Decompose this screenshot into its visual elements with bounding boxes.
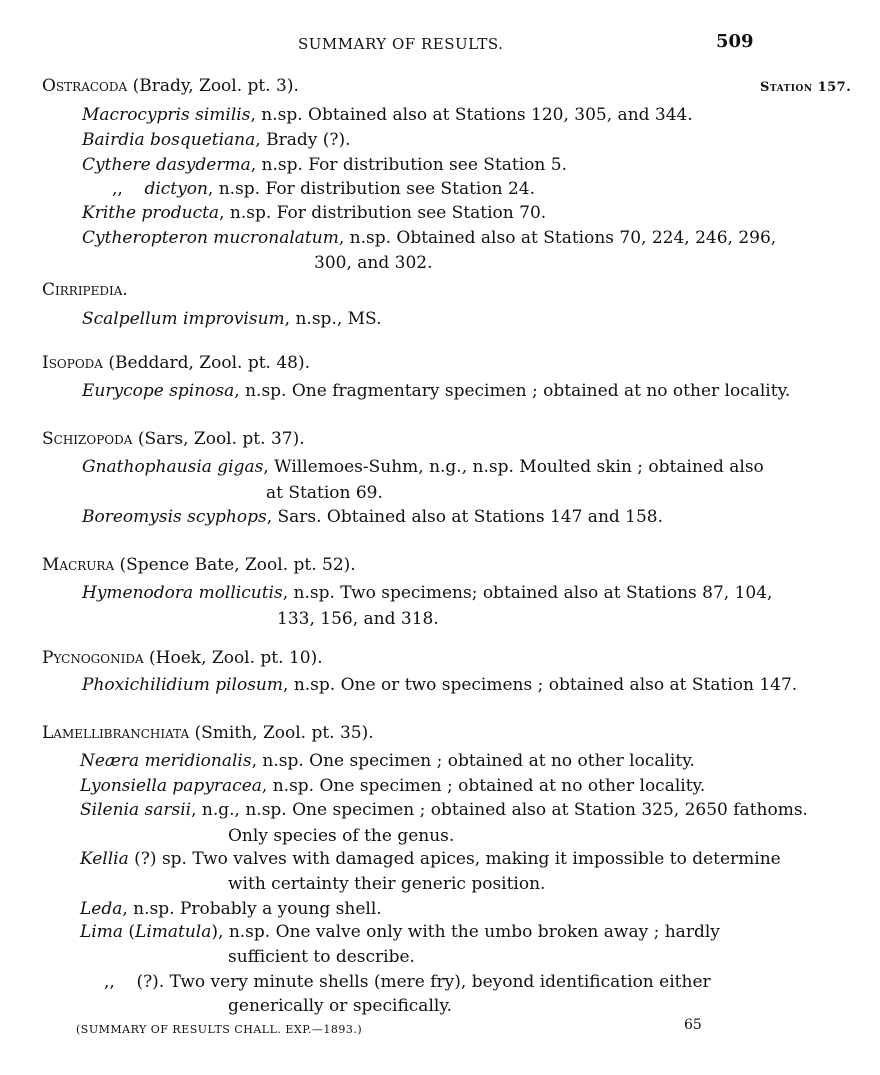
species-entry [82, 309, 382, 329]
group-reference: (Hoek, Zool. pt. 10). [149, 648, 323, 668]
running-title: SUMMARY OF RESULTS. [298, 35, 504, 53]
entry-note: , n.sp. For distribution see Station 70. [219, 203, 547, 223]
species-entry [80, 922, 720, 942]
group-heading-isopoda [42, 353, 310, 373]
species-name: Boreomysis scyphops [82, 507, 267, 527]
species-entry [80, 751, 695, 771]
group-reference: (Brady, Zool. pt. 3). [132, 76, 299, 96]
species-entry [82, 203, 546, 223]
species-name: Macrocypris similis [82, 105, 251, 125]
species-name: Phoxichilidium pilosum [82, 675, 284, 695]
species-name: Leda [80, 899, 123, 919]
entry-continuation: generically or specifically. [228, 996, 453, 1016]
species-name: Silenia sarsii [80, 800, 192, 820]
entry-note-paren: ( [122, 922, 136, 942]
species-name: Lyonsiella papyracea [80, 776, 262, 796]
group-reference: (Smith, Zool. pt. 35). [194, 723, 374, 743]
group-reference: (Beddard, Zool. pt. 48). [108, 353, 311, 373]
entry-continuation: 300, and 302. [314, 253, 433, 273]
species-name: Cythere dasyderma [82, 155, 251, 175]
signature-number: 65 [684, 1017, 702, 1033]
entry-note: , n.sp. One or two specimens ; obtained also at Station 147. [283, 675, 798, 695]
entry-note: , n.sp. For distribution see Station 24. [207, 179, 535, 199]
entry-note: , n.sp. One specimen ; obtained at no other locality. [261, 776, 706, 796]
species-entry [80, 776, 705, 796]
group-heading-pycnogonida [42, 648, 323, 668]
species-entry [82, 105, 693, 125]
page-number: 509 [716, 31, 754, 52]
entry-note: , Brady (?). [255, 130, 351, 150]
entry-note: , n.sp. One fragmentary specimen ; obtained at no other locality. [234, 381, 791, 401]
species-name: dictyon [144, 179, 208, 199]
species-name: Neæra meridionalis [80, 751, 252, 771]
group-reference: (Spence Bate, Zool. pt. 52). [119, 555, 356, 575]
entry-continuation: with certainty their generic position. [228, 874, 546, 894]
entry-note: ), n.sp. One valve only with the umbo broken away ; hardly [211, 922, 720, 942]
species-entry [80, 849, 781, 869]
entry-note: , n.sp., MS. [284, 309, 382, 329]
species-name: Bairdia bosquetiana [82, 130, 256, 150]
entry-continuation: Only species of the genus. [228, 826, 455, 846]
species-entry [82, 228, 776, 248]
ditto-mark: ,, [104, 972, 115, 992]
group-name: Ostracoda [42, 76, 128, 96]
species-entry [82, 381, 790, 401]
species-name: Gnathophausia gigas [82, 457, 264, 477]
entry-note: , n.sp. Obtained also at Stations 70, 224, 246, 296, [338, 228, 777, 248]
species-entry [82, 675, 797, 695]
species-name: Eurycope spinosa [82, 381, 235, 401]
entry-note: , n.sp. Probably a young shell. [122, 899, 382, 919]
entry-note: , n.g., n.sp. One specimen ; obtained also at Station 325, 2650 fathoms. [191, 800, 808, 820]
entry-note: (?) sp. Two valves with damaged apices, making it impossible to determine [128, 849, 781, 869]
station-label: Station 157. [760, 80, 852, 95]
species-entry [82, 507, 663, 527]
group-heading-macrura [42, 555, 356, 575]
species-name: Scalpellum improvisum [82, 309, 285, 329]
entry-continuation: 133, 156, and 318. [277, 609, 439, 629]
species-entry [112, 179, 535, 199]
species-name: Lima [80, 922, 123, 942]
species-entry [80, 899, 382, 919]
ditto-mark: ,, [112, 179, 123, 199]
species-name: Kellia [80, 849, 129, 869]
species-entry [82, 130, 351, 150]
entry-note: , n.sp. For distribution see Station 5. [250, 155, 567, 175]
group-heading-lamellibranchiata [42, 723, 374, 743]
group-heading-cirripedia: Cirripedia. [42, 280, 128, 300]
entry-note: , n.sp. Obtained also at Stations 120, 305, and 344. [250, 105, 693, 125]
species-entry [82, 583, 772, 603]
subgenus-name: Limatula [135, 922, 212, 942]
species-entry [104, 972, 711, 992]
group-name: Isopoda [42, 353, 103, 373]
species-name: Krithe producta [82, 203, 220, 223]
group-name: Macrura [42, 555, 115, 575]
group-name: Pycnogonida [42, 648, 144, 668]
species-entry [80, 800, 808, 820]
species-name: Cytheropteron mucronalatum [82, 228, 339, 248]
footer-signature: (SUMMARY OF RESULTS CHALL. EXP.—1893.) [76, 1023, 363, 1036]
group-name: Lamellibranchiata [42, 723, 190, 743]
entry-continuation: sufficient to describe. [228, 947, 415, 967]
entry-note: , n.sp. Two specimens; obtained also at Stations 87, 104, [282, 583, 773, 603]
group-name: Schizopoda [42, 429, 133, 449]
entry-note: , Sars. Obtained also at Stations 147 and 158. [266, 507, 664, 527]
species-name: Hymenodora mollicutis [82, 583, 283, 603]
entry-continuation: at Station 69. [266, 483, 383, 503]
group-heading-ostracoda [42, 76, 299, 96]
entry-note: , n.sp. One specimen ; obtained at no other locality. [251, 751, 695, 771]
species-entry [82, 155, 567, 175]
entry-note: , Willemoes-Suhm, n.g., n.sp. Moulted skin ; obtained also [263, 457, 764, 477]
species-entry [82, 457, 764, 477]
entry-note: (?). Two very minute shells (mere fry), beyond identification either [136, 972, 711, 992]
group-heading-schizopoda [42, 429, 305, 449]
group-reference: (Sars, Zool. pt. 37). [137, 429, 305, 449]
